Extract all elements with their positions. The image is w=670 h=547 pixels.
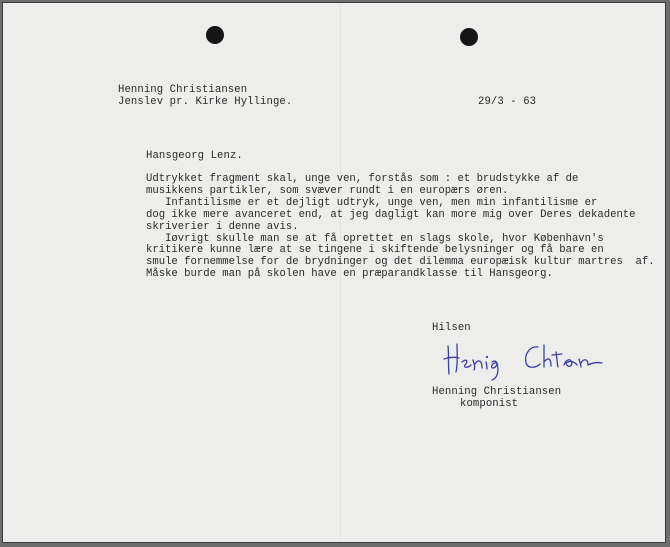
body-line: dog ikke mere avanceret end, at jeg dagligt kan more mig over Deres dekadente: [146, 208, 636, 221]
handwritten-signature: [440, 338, 615, 386]
body-line: Måske burde man på skolen have en præparandklasse til Hansgeorg.: [146, 268, 553, 281]
letter-body: [146, 174, 666, 281]
signature-name: Henning Christiansen: [432, 386, 562, 398]
body-line: smule fornemmelse for de brydninger og det dilemma europæisk kultur martres af.: [146, 256, 655, 269]
body-line: Udtrykket fragment skal, unge ven, forstås som : et brudstykke af de: [146, 173, 579, 185]
body-line: skriverier i denne avis.: [146, 220, 299, 233]
signature-title: komponist: [460, 398, 519, 410]
punch-hole-right: [460, 28, 478, 46]
sender-address: Jenslev pr. Kirke Hyllinge.: [118, 96, 293, 108]
body-line: Infantilisme er et dejligt udtryk, unge ven, men min infantilisme er: [146, 196, 598, 209]
sender-name: Henning Christiansen: [118, 84, 248, 96]
body-line: kritikere kunne lære at se tingene i skiftende belysninger og få bare en: [146, 244, 604, 257]
body-line: Iøvrigt skulle man se at få oprettet en slags skole, hvor København's: [146, 232, 604, 245]
letter-date: 29/3 - 63: [478, 96, 537, 108]
closing: Hilsen: [432, 322, 471, 334]
punch-hole-left: [206, 26, 224, 44]
body-line: musikkens partikler, som svæver rundt i en europærs øren.: [146, 184, 509, 197]
salutation: Hansgeorg Lenz.: [146, 150, 243, 162]
